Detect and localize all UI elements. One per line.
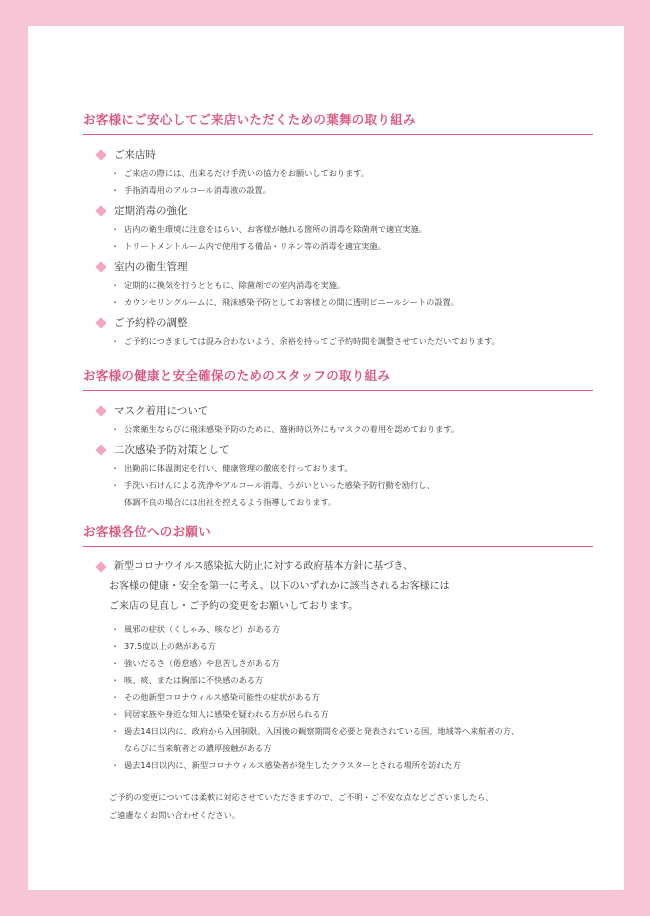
list-item: ・ 過去14日以内に、新型コロナウィルス感染者が発生したクラスターとされる場所を訪れた方: [113, 757, 593, 774]
list-item: ・ 風邪の症状（くしゃみ、咳など）がある方: [113, 621, 593, 638]
section-shop-measures: [83, 110, 593, 350]
list-item: ・ ご予約につきましては混み合わないよう、余裕を持ってご予約時間を調整させていただいております。: [113, 333, 593, 350]
list-item-continuation: ならびに当来航者との濃厚接触がある方: [124, 743, 272, 753]
list-item: ・ 出勤前に体温測定を行い、健康管理の徹底を行っております。: [113, 460, 593, 477]
section-request: [83, 522, 593, 824]
lead-line: ご来店の見直し・ご予約の変更をお願いしております。: [109, 601, 359, 612]
diamond-bullet-icon: [95, 317, 106, 328]
list-item: ・ 店内の衛生環境に注意をはらい、お客様が触れる箇所の消毒を除菌剤で適宜実施。: [113, 221, 593, 238]
list-item: ・ 定期的に換気を行うとともに、除菌剤での室内消毒を実施。: [113, 277, 593, 294]
lead-line: 新型コロナウイルス感染拡大防止に対する政府基本方針に基づき、: [114, 561, 413, 572]
list-item: ・ 手洗い石けんによる洗浄やアルコール消毒、うがいといった感染予防行動を励行し、 体調不良の場合には出社を控えるよう指導しております。: [113, 477, 593, 511]
closing-line: ご予約の変更については柔軟に対応させていただきますので、ご不明・ご不安な点などございましたら、: [109, 792, 494, 802]
section-title: お客様の健康と安全確保のためのスタッフの取り組み: [83, 366, 593, 391]
list-item: ・ 強いだるさ（倦怠感）や息苦しさがある方: [113, 655, 593, 672]
group-mask: [83, 403, 593, 438]
diamond-bullet-icon: [95, 205, 106, 216]
group-heading: 定期消毒の強化: [114, 205, 188, 217]
group-heading: ご来店時: [114, 149, 156, 161]
list-item: ・ 公衆衛生ならびに飛沫感染予防のために、施術時以外にもマスクの着用を認めております。: [113, 421, 593, 438]
group-hygiene: [83, 259, 593, 311]
document-page: [28, 26, 624, 890]
section-title: お客様にご安心してご来店いただくための葉舞の取り組み: [83, 110, 593, 135]
group-visit: [83, 147, 593, 199]
list-item-continuation: 体調不良の場合には出社を控えるよう指導しております。: [124, 497, 337, 507]
list-item: ・ 過去14日以内に、政府から入国制限、入国後の観察期間を必要と発表されている国、地域等へ来航者の方、 ならびに当来航者との濃厚接触がある方: [113, 723, 593, 757]
list-item: ・ その他新型コロナウィルス感染可能性の症状がある方: [113, 689, 593, 706]
list-item: ・ 同居家族や身近な知人に感染を疑われる方が居られる方: [113, 706, 593, 723]
section-staff-measures: [83, 366, 593, 511]
diamond-bullet-icon: [95, 444, 106, 455]
group-heading: 二次感染予防対策として: [114, 444, 230, 456]
list-item: ・ 手指消毒用のアルコール消毒液の設置。: [113, 182, 593, 199]
diamond-bullet-icon: [95, 405, 106, 416]
lead-line: お客様の健康・安全を第一に考え、以下のいずれかに該当されるお客様には: [109, 581, 450, 592]
request-lead: [83, 557, 593, 617]
group-heading: ご予約枠の調整: [114, 317, 188, 329]
symptom-list: [83, 621, 593, 774]
list-item: ・ 咳、痰、または胸部に不快感のある方: [113, 672, 593, 689]
diamond-bullet-icon: [95, 149, 106, 160]
list-item: ・ カウンセリングルームに、飛沫感染予防としてお客様との間に透明ビニールシートの設置。: [113, 294, 593, 311]
group-heading: 室内の衛生管理: [114, 261, 188, 273]
section-title: お客様各位へのお願い: [83, 522, 593, 547]
group-disinfection: [83, 203, 593, 255]
group-secondary-infection: [83, 442, 593, 511]
group-heading: マスク着用について: [114, 405, 209, 417]
list-item: ・ 37.5度以上の熱がある方: [113, 638, 593, 655]
list-item: ・ ご来店の際には、出来るだけ手洗いの協力をお願いしております。: [113, 165, 593, 182]
closing-line: ご遠慮なくお問い合わせください。: [109, 810, 241, 820]
closing-note: [83, 788, 593, 824]
list-item: ・ トリートメントルーム内で使用する備品・リネン等の消毒を適宜実施。: [113, 238, 593, 255]
group-reservation: [83, 315, 593, 350]
diamond-bullet-icon: [95, 561, 106, 572]
diamond-bullet-icon: [95, 261, 106, 272]
